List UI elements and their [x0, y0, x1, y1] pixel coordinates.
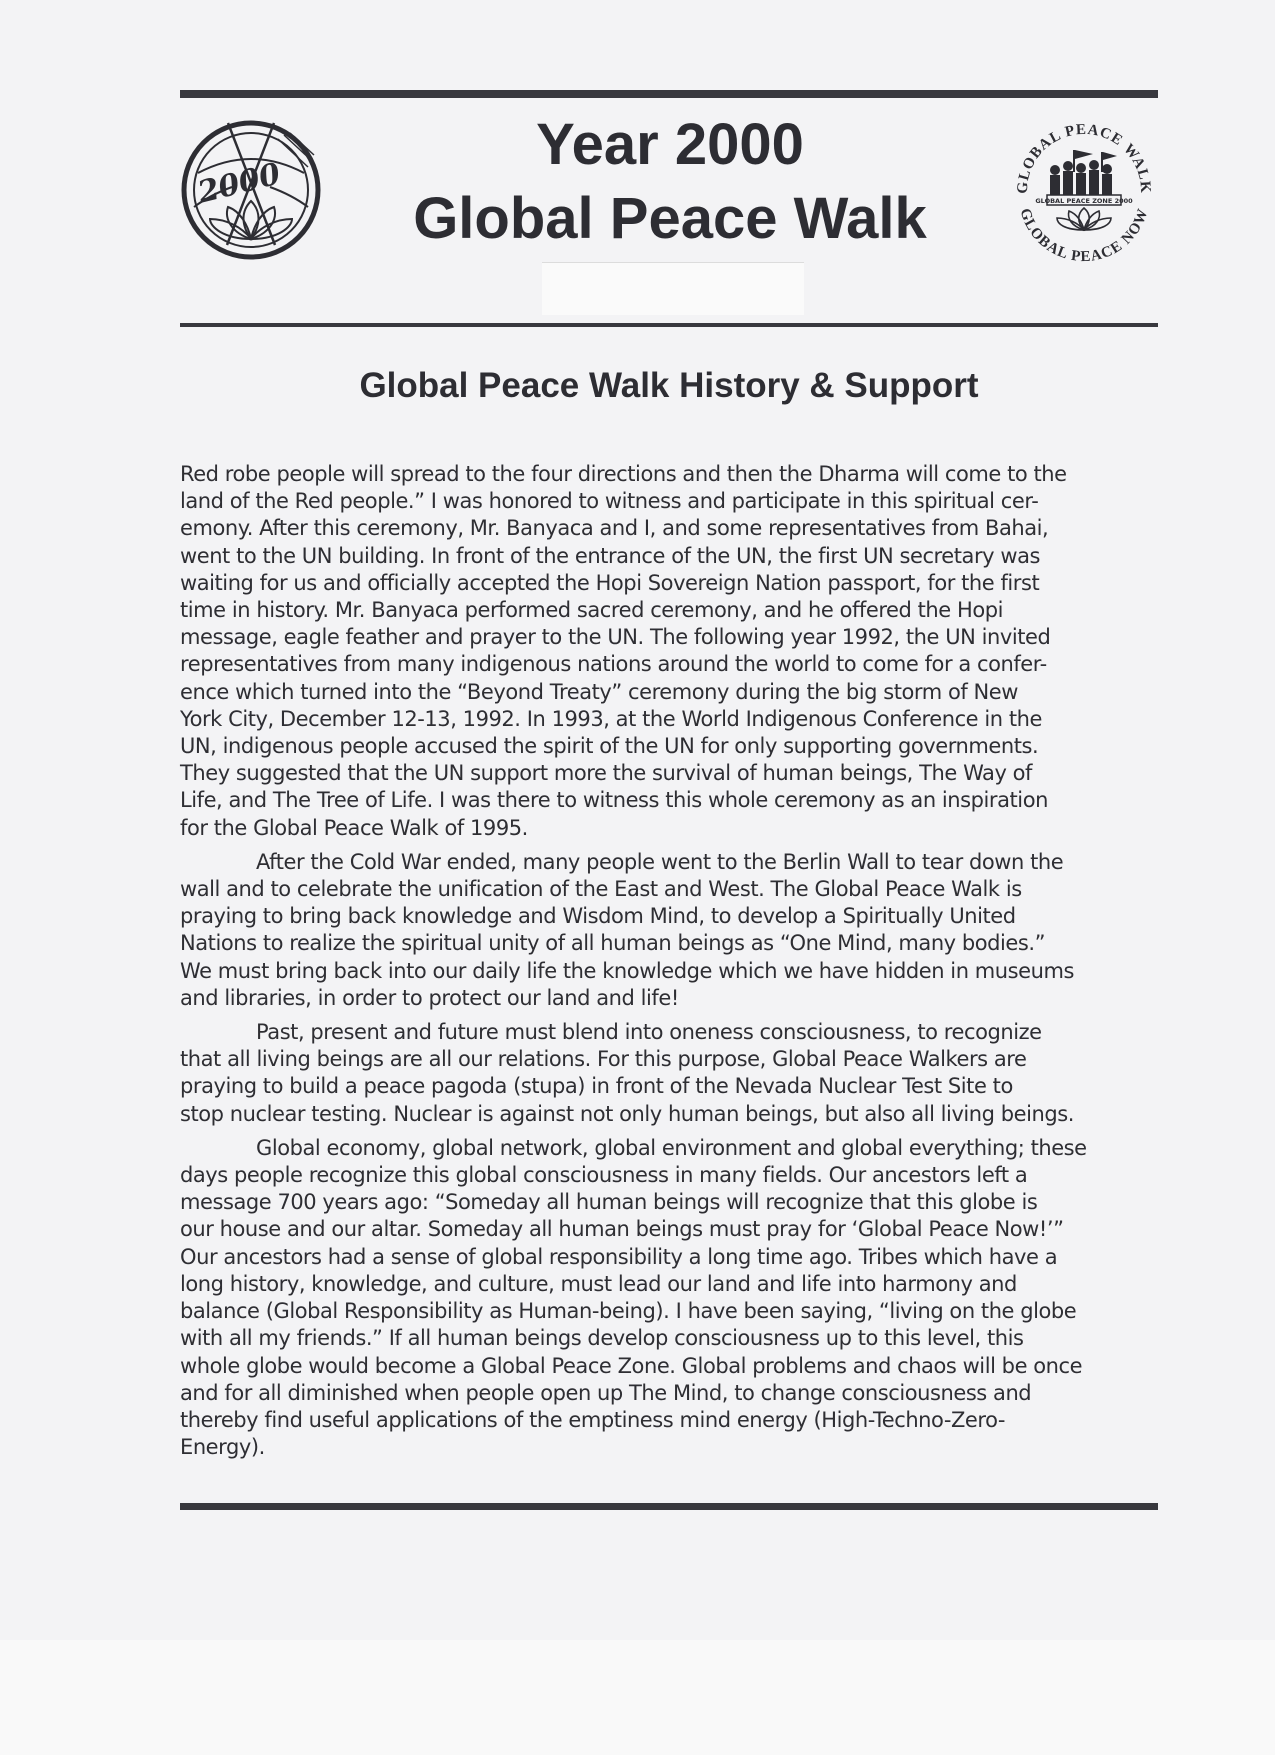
text-line: that all living beings are all our relations. For this purpose, Global Peace Walkers are — [180, 1047, 1027, 1072]
svg-text:2000: 2000 — [194, 156, 284, 211]
text-line: Global economy, global network, global environment and global everything; these — [256, 1135, 1087, 1160]
text-line: with all my friends.” If all human beings develop consciousness up to this level, this — [180, 1326, 1024, 1351]
text-line: thereby find useful applications of the emptiness mind energy (High-Techno-Zero- — [180, 1407, 1006, 1432]
text-line: land of the Red people.” I was honored to witness and participate in this spiritual cer- — [180, 489, 1039, 514]
text-line: praying to build a peace pagoda (stupa) in front of the Nevada Nuclear Test Site to — [180, 1074, 1013, 1099]
text-line: emony. After this ceremony, Mr. Banyaca and I, and some representatives from Bahai, — [180, 516, 1049, 541]
text-line: stop nuclear testing. Nuclear is against not only human beings, but also all living beings. — [180, 1101, 1074, 1126]
text-line: long history, knowledge, and culture, must lead our land and life into harmony and — [180, 1271, 1017, 1296]
paragraph — [180, 1019, 1160, 1128]
text-line: waiting for us and officially accepted the Hopi Sovereign Nation passport, for the first — [180, 570, 1040, 595]
text-line: They suggested that the UN support more the survival of human beings, The Way of — [180, 761, 1032, 786]
title-line-year: Year 2000 — [536, 112, 804, 177]
text-line: went to the UN building. In front of the entrance of the UN, the first UN secretary was — [180, 543, 1040, 568]
text-line: ence which turned into the “Beyond Treaty” ceremony during the big storm of New — [180, 679, 1018, 704]
text-line: balance (Global Responsibility as Human-being). I have been saying, “living on the globe — [180, 1299, 1077, 1324]
text-line: UN, indigenous people accused the spirit of the UN for only supporting governments. — [180, 734, 1039, 759]
text-line: wall and to celebrate the unification of the East and West. The Global Peace Walk is — [180, 877, 1022, 902]
text-line: We must bring back into our daily life the knowledge which we have hidden in museums — [180, 958, 1074, 983]
article-body — [180, 461, 1160, 1461]
text-line: York City, December 12-13, 1992. In 1993, at the World Indigenous Conference in the — [180, 706, 1042, 731]
text-line: and libraries, in order to protect our land and life! — [180, 985, 679, 1010]
text-line: Red robe people will spread to the four directions and then the Dharma will come to the — [180, 462, 1067, 486]
svg-text:GLOBAL PEACE WALK: GLOBAL PEACE WALK — [1014, 121, 1154, 195]
paragraph — [180, 461, 1160, 842]
paragraph — [180, 849, 1160, 1012]
page-title — [340, 108, 1000, 256]
text-line: Nations to realize the spiritual unity of all human beings as “One Mind, many bodies.” — [180, 931, 1046, 956]
section-heading: Global Peace Walk History & Support — [359, 366, 979, 405]
text-line: praying to bring back knowledge and Wisdom Mind, to develop a Spiritually United — [180, 904, 1016, 929]
svg-text:GLOBAL PEACE NOW: GLOBAL PEACE NOW — [1016, 206, 1152, 266]
text-line: representatives from many indigenous nations around the world to come for a confer- — [180, 652, 1047, 677]
text-line: days people recognize this global consciousness in many fields. Our ancestors left a — [180, 1163, 1028, 1188]
top-rule — [180, 90, 1158, 98]
text-line: Our ancestors had a sense of global responsibility a long time ago. Tribes which have a — [180, 1244, 1058, 1269]
text-line: After the Cold War ended, many people went to the Berlin Wall to tear down the — [256, 849, 1064, 874]
page-bottom-strip — [0, 1640, 1275, 1755]
global-peace-walk-emblem — [1005, 112, 1163, 270]
paragraph — [180, 1135, 1160, 1461]
text-line: and for all diminished when people open up The Mind, to change consciousness and — [180, 1380, 1032, 1405]
text-line: for the Global Peace Walk of 1995. — [180, 815, 528, 840]
text-line: time in history. Mr. Banyaca performed sacred ceremony, and he offered the Hopi — [180, 598, 1003, 623]
text-line: message 700 years ago: “Someday all human beings will recognize that this globe is — [180, 1190, 1038, 1215]
text-line: Energy). — [180, 1435, 265, 1460]
svg-text:GLOBAL PEACE ZONE 2000: GLOBAL PEACE ZONE 2000 — [1035, 197, 1133, 205]
bottom-rule — [180, 1503, 1158, 1510]
text-line: message, eagle feather and prayer to the UN. The following year 1992, the UN invited — [180, 625, 1051, 650]
faded-patch — [542, 262, 804, 315]
title-line-walk: Global Peace Walk — [413, 186, 927, 251]
text-line: our house and our altar. Someday all human beings must pray for ‘Global Peace Now!’” — [180, 1217, 1064, 1242]
header-rule — [180, 323, 1158, 327]
year-2000-lotus-seal — [180, 115, 322, 261]
text-line: Past, present and future must blend into oneness consciousness, to recognize — [256, 1020, 1042, 1045]
text-line: whole globe would become a Global Peace Zone. Global problems and chaos will be once — [180, 1353, 1083, 1378]
text-line: Life, and The Tree of Life. I was there to witness this whole ceremony as an inspiration — [180, 788, 1048, 813]
